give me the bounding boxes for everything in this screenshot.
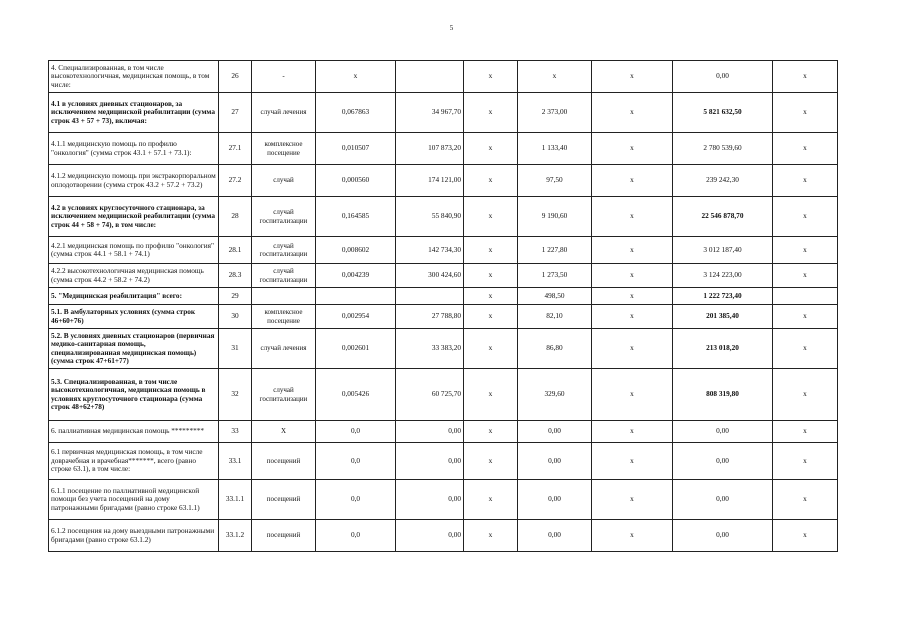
row-norm: 0,004239 bbox=[316, 264, 396, 288]
row-cost: 0,00 bbox=[396, 520, 464, 552]
row-cost: 174 121,00 bbox=[396, 165, 464, 197]
row-col6: x bbox=[464, 329, 518, 369]
row-total: 2 780 539,60 bbox=[673, 133, 773, 165]
row-col8: x bbox=[592, 237, 673, 264]
row-name: 5.2. В условиях дневных стационаров (первичная медико-санитарная помощь, специализированная медицинская помощь) (сумма строк 47+61+77) bbox=[49, 329, 219, 369]
row-norm: 0,0 bbox=[316, 421, 396, 443]
row-unit: посещений bbox=[252, 520, 316, 552]
row-unit: случай лечения bbox=[252, 93, 316, 133]
table-row bbox=[49, 421, 838, 443]
row-unit: посещений bbox=[252, 480, 316, 520]
row-name: 6.1 первичная медицинская помощь, в том числе доврачебная и врачебная*******, всего (равно строке 63.1), в том числе: bbox=[49, 443, 219, 480]
row-norm: 0,0 bbox=[316, 480, 396, 520]
table-body bbox=[49, 61, 838, 552]
row-unit: случай bbox=[252, 165, 316, 197]
row-col6: x bbox=[464, 197, 518, 237]
row-unit: посещений bbox=[252, 443, 316, 480]
medical-care-cost-table bbox=[48, 60, 838, 552]
row-col10: x bbox=[773, 133, 838, 165]
row-col8: x bbox=[592, 329, 673, 369]
row-code: 33.1 bbox=[219, 443, 252, 480]
row-col8: x bbox=[592, 421, 673, 443]
row-total: 5 821 632,50 bbox=[673, 93, 773, 133]
row-code: 33 bbox=[219, 421, 252, 443]
row-col8: x bbox=[592, 93, 673, 133]
row-name: 4.2.1 медицинская помощь по профилю "онкология" (сумма строк 44.1 + 58.1 + 74.1) bbox=[49, 237, 219, 264]
row-col7: 1 133,40 bbox=[518, 133, 592, 165]
row-col10: x bbox=[773, 480, 838, 520]
row-total: 3 124 223,00 bbox=[673, 264, 773, 288]
table-row bbox=[49, 443, 838, 480]
row-col10: x bbox=[773, 520, 838, 552]
table-row bbox=[49, 133, 838, 165]
row-total: 3 012 187,40 bbox=[673, 237, 773, 264]
row-total: 0,00 bbox=[673, 61, 773, 93]
row-name: 4.1.2 медицинскую помощь при экстракорпоральном оплодотворении (сумма строк 43.2 + 57.2 + 73.2) bbox=[49, 165, 219, 197]
row-cost: 34 967,70 bbox=[396, 93, 464, 133]
row-col8: x bbox=[592, 288, 673, 305]
row-col7: 0,00 bbox=[518, 480, 592, 520]
row-unit: случай госпитализации bbox=[252, 197, 316, 237]
row-name: 6.1.1 посещение по паллиативной медицинской помощи без учета посещений на дому патронажными бригадами (равно строке 63.1.1) bbox=[49, 480, 219, 520]
row-name: 5.1. В амбулаторных условиях (сумма строк 46+60+76) bbox=[49, 305, 219, 329]
row-cost: 0,00 bbox=[396, 421, 464, 443]
table-row bbox=[49, 329, 838, 369]
row-name: 4.1 в условиях дневных стационаров, за исключением медицинской реабилитации (сумма строк 43 + 57 + 73), включая: bbox=[49, 93, 219, 133]
row-cost: 300 424,60 bbox=[396, 264, 464, 288]
table-row bbox=[49, 197, 838, 237]
row-total: 0,00 bbox=[673, 443, 773, 480]
row-name: 5.3. Специализированная, в том числе высокотехнологичная, медицинская помощь в условиях круглосуточного стационара (сумма строк 48+62+78) bbox=[49, 369, 219, 421]
row-col10: x bbox=[773, 421, 838, 443]
row-col6: x bbox=[464, 288, 518, 305]
row-col7: 0,00 bbox=[518, 443, 592, 480]
row-col6: x bbox=[464, 61, 518, 93]
page-number: 5 bbox=[449, 24, 454, 32]
row-cost: 55 840,90 bbox=[396, 197, 464, 237]
row-col7: 1 273,50 bbox=[518, 264, 592, 288]
table-row bbox=[49, 288, 838, 305]
row-norm: 0,010507 bbox=[316, 133, 396, 165]
row-col8: x bbox=[592, 443, 673, 480]
row-code: 27 bbox=[219, 93, 252, 133]
row-col8: x bbox=[592, 305, 673, 329]
row-col10 bbox=[773, 288, 838, 305]
row-unit: - bbox=[252, 61, 316, 93]
row-col7: 1 227,80 bbox=[518, 237, 592, 264]
row-cost bbox=[396, 61, 464, 93]
row-total: 201 385,40 bbox=[673, 305, 773, 329]
table-row bbox=[49, 264, 838, 288]
row-code: 33.1.2 bbox=[219, 520, 252, 552]
table-row bbox=[49, 305, 838, 329]
table-row bbox=[49, 520, 838, 552]
row-col6: x bbox=[464, 165, 518, 197]
row-col7: 97,50 bbox=[518, 165, 592, 197]
row-col10: x bbox=[773, 93, 838, 133]
row-name: 6. паллиативная медицинская помощь ********* bbox=[49, 421, 219, 443]
row-cost bbox=[396, 288, 464, 305]
row-cost: 0,00 bbox=[396, 480, 464, 520]
row-col10: x bbox=[773, 237, 838, 264]
table-row bbox=[49, 165, 838, 197]
row-unit: случай госпитализации bbox=[252, 237, 316, 264]
row-total: 213 018,20 bbox=[673, 329, 773, 369]
row-norm: 0,067863 bbox=[316, 93, 396, 133]
row-name: 4.2.2 высокотехнологичная медицинская помощь (сумма строк 44.2 + 58.2 + 74.2) bbox=[49, 264, 219, 288]
row-col7: 0,00 bbox=[518, 520, 592, 552]
row-col6: x bbox=[464, 443, 518, 480]
row-norm: 0,008602 bbox=[316, 237, 396, 264]
row-code: 27.2 bbox=[219, 165, 252, 197]
row-total: 808 319,80 bbox=[673, 369, 773, 421]
row-col10: x bbox=[773, 61, 838, 93]
row-unit: случай госпитализации bbox=[252, 369, 316, 421]
row-col8: x bbox=[592, 165, 673, 197]
row-col10: x bbox=[773, 369, 838, 421]
row-col8: x bbox=[592, 369, 673, 421]
row-col6: x bbox=[464, 237, 518, 264]
row-col7: 0,00 bbox=[518, 421, 592, 443]
row-col7: 82,10 bbox=[518, 305, 592, 329]
row-col7: 498,50 bbox=[518, 288, 592, 305]
row-total: 22 546 878,70 bbox=[673, 197, 773, 237]
row-col6: x bbox=[464, 421, 518, 443]
row-col7: 2 373,00 bbox=[518, 93, 592, 133]
row-name: 4.1.1 медицинскую помощь по профилю "онкология" (сумма строк 43.1 + 57.1 + 73.1): bbox=[49, 133, 219, 165]
row-col7: 9 190,60 bbox=[518, 197, 592, 237]
table-row bbox=[49, 93, 838, 133]
table-row bbox=[49, 61, 838, 93]
row-code: 26 bbox=[219, 61, 252, 93]
row-unit: комплексное посещение bbox=[252, 133, 316, 165]
row-unit: случай лечения bbox=[252, 329, 316, 369]
table-row bbox=[49, 480, 838, 520]
row-code: 28.1 bbox=[219, 237, 252, 264]
row-col10: x bbox=[773, 305, 838, 329]
row-col7: 86,80 bbox=[518, 329, 592, 369]
row-total: 0,00 bbox=[673, 480, 773, 520]
row-norm: 0,000560 bbox=[316, 165, 396, 197]
row-cost: 60 725,70 bbox=[396, 369, 464, 421]
row-total: 0,00 bbox=[673, 520, 773, 552]
row-norm: x bbox=[316, 61, 396, 93]
row-cost: 0,00 bbox=[396, 443, 464, 480]
row-cost: 142 734,30 bbox=[396, 237, 464, 264]
row-code: 28.3 bbox=[219, 264, 252, 288]
row-name: 4. Специализированная, в том числе высокотехнологичная, медицинская помощь, в том числе: bbox=[49, 61, 219, 93]
row-col10: x bbox=[773, 197, 838, 237]
table-row bbox=[49, 369, 838, 421]
row-unit: X bbox=[252, 421, 316, 443]
row-col7: x bbox=[518, 61, 592, 93]
row-norm: 0,005426 bbox=[316, 369, 396, 421]
row-unit bbox=[252, 288, 316, 305]
row-unit: случай госпитализации bbox=[252, 264, 316, 288]
row-col10: x bbox=[773, 329, 838, 369]
row-cost: 27 788,80 bbox=[396, 305, 464, 329]
row-col10: x bbox=[773, 264, 838, 288]
row-col8: x bbox=[592, 61, 673, 93]
row-col8: x bbox=[592, 520, 673, 552]
row-name: 4.2 в условиях круглосуточного стационара, за исключением медицинской реабилитации (сумма строк 44 + 58 + 74), в том числе: bbox=[49, 197, 219, 237]
row-total: 0,00 bbox=[673, 421, 773, 443]
row-col6: x bbox=[464, 369, 518, 421]
row-col8: x bbox=[592, 264, 673, 288]
row-col6: x bbox=[464, 93, 518, 133]
row-col7: 329,60 bbox=[518, 369, 592, 421]
row-col8: x bbox=[592, 480, 673, 520]
row-col6: x bbox=[464, 520, 518, 552]
row-col8: x bbox=[592, 133, 673, 165]
row-name: 5. "Медицинская реабилитация" всего: bbox=[49, 288, 219, 305]
row-col6: x bbox=[464, 305, 518, 329]
row-name: 6.1.2 посещения на дому выездными патронажными бригадами (равно строке 63.1.2) bbox=[49, 520, 219, 552]
row-code: 31 bbox=[219, 329, 252, 369]
row-cost: 33 383,20 bbox=[396, 329, 464, 369]
row-norm: 0,0 bbox=[316, 443, 396, 480]
row-code: 32 bbox=[219, 369, 252, 421]
row-col6: x bbox=[464, 133, 518, 165]
row-total: 239 242,30 bbox=[673, 165, 773, 197]
row-code: 28 bbox=[219, 197, 252, 237]
row-total: 1 222 723,40 bbox=[673, 288, 773, 305]
row-col6: x bbox=[464, 480, 518, 520]
row-col8: x bbox=[592, 197, 673, 237]
row-code: 33.1.1 bbox=[219, 480, 252, 520]
row-norm: 0,164585 bbox=[316, 197, 396, 237]
row-code: 29 bbox=[219, 288, 252, 305]
row-col10: x bbox=[773, 443, 838, 480]
row-norm: 0,0 bbox=[316, 520, 396, 552]
row-col10: x bbox=[773, 165, 838, 197]
row-norm: 0,002954 bbox=[316, 305, 396, 329]
row-code: 27.1 bbox=[219, 133, 252, 165]
row-norm: 0,002601 bbox=[316, 329, 396, 369]
row-col6: x bbox=[464, 264, 518, 288]
row-unit: комплексное посещение bbox=[252, 305, 316, 329]
table-row bbox=[49, 237, 838, 264]
row-norm bbox=[316, 288, 396, 305]
row-cost: 107 873,20 bbox=[396, 133, 464, 165]
row-code: 30 bbox=[219, 305, 252, 329]
